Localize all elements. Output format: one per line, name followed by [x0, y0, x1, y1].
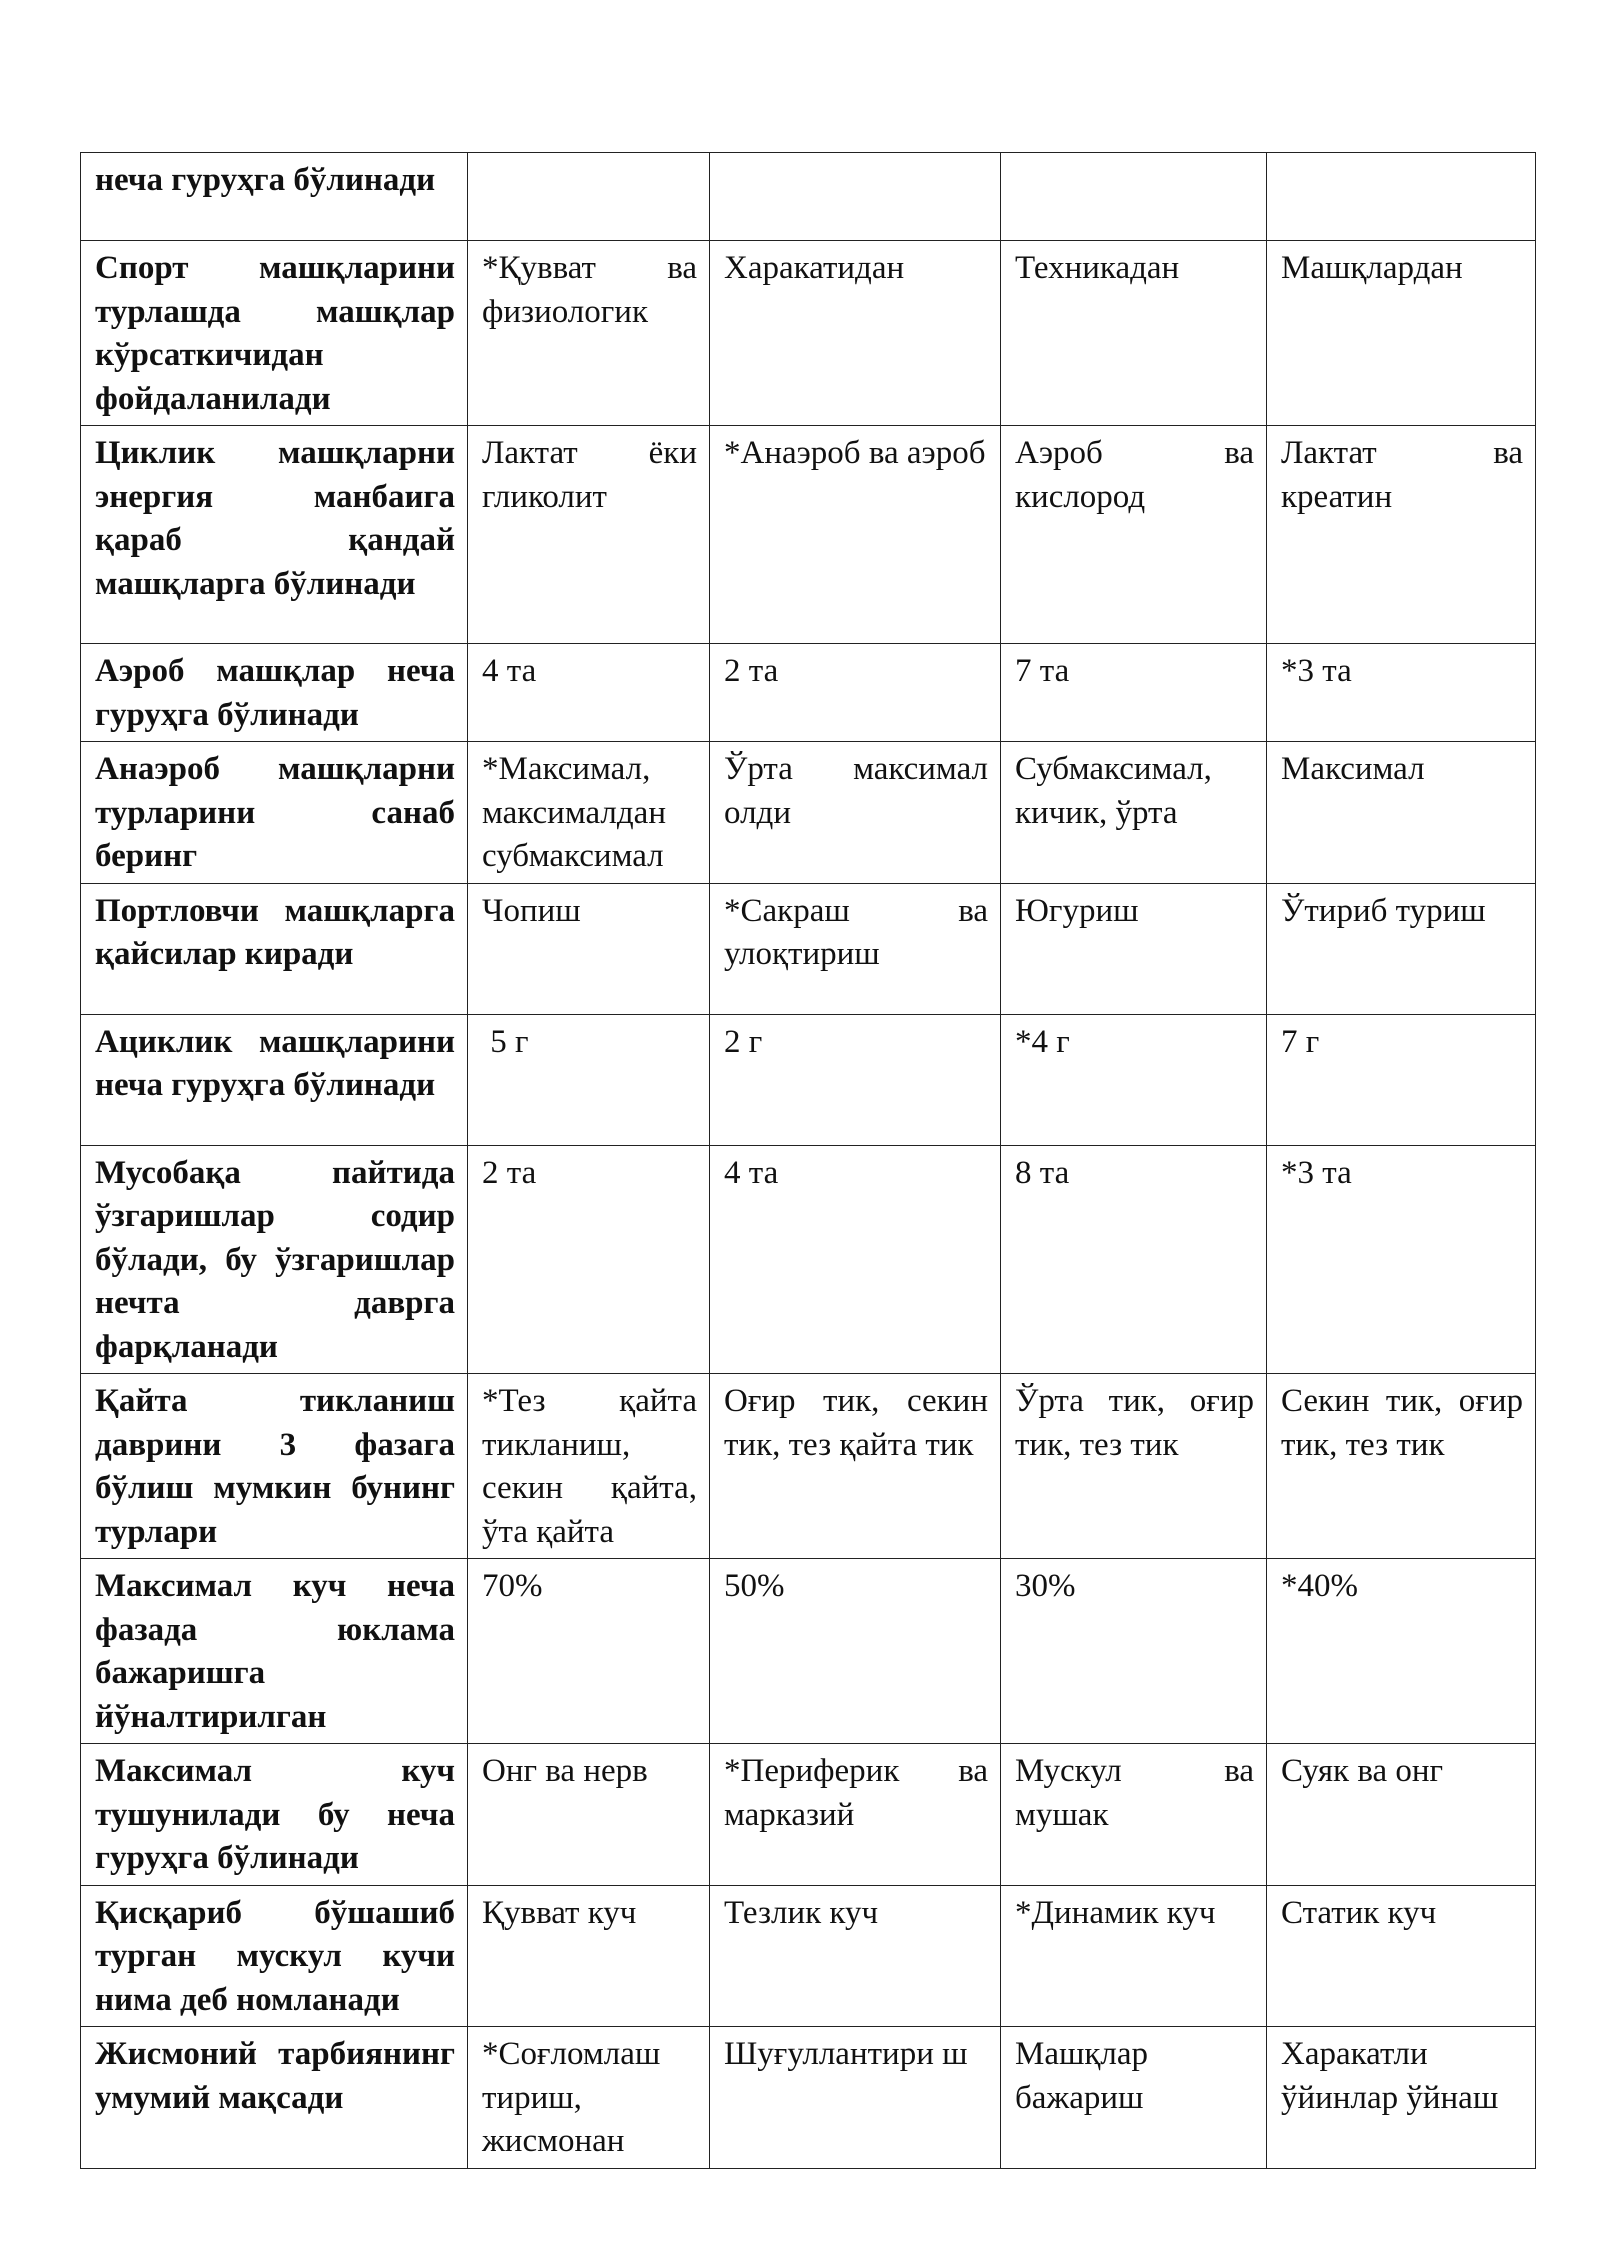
answer-cell-c: Ўрта тик, оғир тик, тез тик: [1001, 1374, 1267, 1559]
question-cell: Мусобақа пайтида ўзгаришлар содир бўлади, бу ўзгаришлар нечта даврга фарқланади: [81, 1145, 468, 1374]
table-row: [81, 241, 1536, 426]
table-row: [81, 1744, 1536, 1886]
answer-cell-d: Максимал: [1267, 742, 1536, 884]
answer-cell-b: Оғир тик, секин тик, тез қайта тик: [710, 1374, 1001, 1559]
table-row: [81, 426, 1536, 644]
answer-cell-b: *Сакраш ва улоқтириш: [710, 883, 1001, 1014]
table-row: [81, 1885, 1536, 2027]
answer-cell-c: 30%: [1001, 1559, 1267, 1744]
answer-cell-c: *4 г: [1001, 1014, 1267, 1145]
answer-cell-a: *Соғломлаш тириш, жисмонан: [468, 2027, 710, 2169]
answer-cell-c: Мускул ва мушак: [1001, 1744, 1267, 1886]
question-cell: Ациклик машқларини неча гуруҳга бўлинади: [81, 1014, 468, 1145]
answer-cell-b: Ўрта максимал олди: [710, 742, 1001, 884]
question-cell: Анаэроб машқларни турларини санаб беринг: [81, 742, 468, 884]
table-row: [81, 153, 1536, 241]
answer-cell-a: Чопиш: [468, 883, 710, 1014]
answer-cell-b: Тезлик куч: [710, 1885, 1001, 2027]
question-cell: Максимал куч тушунилади бу неча гуруҳга бўлинади: [81, 1744, 468, 1886]
answer-cell-b: Харакатидан: [710, 241, 1001, 426]
answer-cell-b: *Периферик ва марказий: [710, 1744, 1001, 1886]
answer-cell-c: Машқлар бажариш: [1001, 2027, 1267, 2169]
answer-cell-a: Қувват куч: [468, 1885, 710, 2027]
answer-cell-b: 50%: [710, 1559, 1001, 1744]
question-cell: Максимал куч неча фазада юклама бажаришга йўналтирилган: [81, 1559, 468, 1744]
answer-cell-a: Онг ва нерв: [468, 1744, 710, 1886]
table-row: [81, 883, 1536, 1014]
question-cell: Циклик машқларни энергия манбаига қараб қандай машқларга бўлинади: [81, 426, 468, 644]
answer-cell-d: *3 та: [1267, 1145, 1536, 1374]
answer-cell-a: 4 та: [468, 644, 710, 742]
question-cell: Қисқариб бўшашиб турган мускул кучи нима деб номланади: [81, 1885, 468, 2027]
answer-cell-a: 5 г: [468, 1014, 710, 1145]
answer-cell-d: 7 г: [1267, 1014, 1536, 1145]
answer-cell-c: Аэроб ва кислород: [1001, 426, 1267, 644]
answer-cell-d: *3 та: [1267, 644, 1536, 742]
answer-cell-d: [1267, 153, 1536, 241]
question-cell: Портловчи машқларга қайсилар киради: [81, 883, 468, 1014]
answer-cell-b: *Анаэроб ва аэроб: [710, 426, 1001, 644]
question-cell: Қайта тикланиш даврини 3 фазага бўлиш мумкин бунинг турлари: [81, 1374, 468, 1559]
answer-cell-c: [1001, 153, 1267, 241]
answer-cell-d: Лактат ва креатин: [1267, 426, 1536, 644]
answer-cell-d: *40%: [1267, 1559, 1536, 1744]
question-cell: Спорт машқларини турлашда машқлар кўрсаткичидан фойдаланилади: [81, 241, 468, 426]
answer-cell-a: *Тез қайта тикланиш, секин қайта, ўта қайта: [468, 1374, 710, 1559]
question-cell: неча гуруҳга бўлинади: [81, 153, 468, 241]
answer-cell-c: Субмаксимал, кичик, ўрта: [1001, 742, 1267, 884]
answer-cell-a: *Максимал, максималдан субмаксимал: [468, 742, 710, 884]
answer-cell-a: *Қувват ва физиологик: [468, 241, 710, 426]
table-row: [81, 1014, 1536, 1145]
table-row: [81, 2027, 1536, 2169]
table-row: [81, 1559, 1536, 1744]
answer-cell-b: [710, 153, 1001, 241]
answer-cell-b: Шуғуллантири ш: [710, 2027, 1001, 2169]
answer-cell-d: Харакатли ўйинлар ўйнаш: [1267, 2027, 1536, 2169]
answer-cell-c: 7 та: [1001, 644, 1267, 742]
answer-cell-c: Техникадан: [1001, 241, 1267, 426]
table-row: [81, 742, 1536, 884]
answer-cell-c: Югуриш: [1001, 883, 1267, 1014]
question-cell: Аэроб машқлар неча гуруҳга бўлинади: [81, 644, 468, 742]
table-row: [81, 644, 1536, 742]
answer-cell-a: 2 та: [468, 1145, 710, 1374]
answer-cell-d: Статик куч: [1267, 1885, 1536, 2027]
answer-cell-a: 70%: [468, 1559, 710, 1744]
table-row: [81, 1145, 1536, 1374]
answer-cell-a: Лактат ёки гликолит: [468, 426, 710, 644]
table-row: [81, 1374, 1536, 1559]
answer-cell-d: Ўтириб туриш: [1267, 883, 1536, 1014]
answer-cell-c: *Динамик куч: [1001, 1885, 1267, 2027]
answer-cell-d: Суяк ва онг: [1267, 1744, 1536, 1886]
answer-cell-b: 4 та: [710, 1145, 1001, 1374]
answer-cell-b: 2 г: [710, 1014, 1001, 1145]
answer-cell-b: 2 та: [710, 644, 1001, 742]
answer-cell-a: [468, 153, 710, 241]
question-cell: Жисмоний тарбиянинг умумий мақсади: [81, 2027, 468, 2169]
answer-cell-c: 8 та: [1001, 1145, 1267, 1374]
quiz-table: [80, 152, 1536, 2169]
answer-cell-d: Машқлардан: [1267, 241, 1536, 426]
answer-cell-d: Секин тик, оғир тик, тез тик: [1267, 1374, 1536, 1559]
